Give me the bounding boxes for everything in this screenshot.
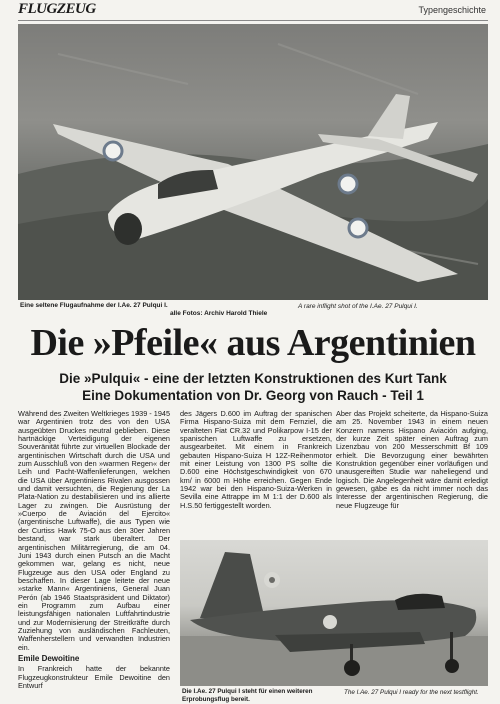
bottom-photo-caption-de: Die I.Ae. 27 Pulqui I steht für einen weiteren Erprobungsflug bereit.: [182, 688, 313, 703]
article-column-2: [180, 410, 332, 513]
top-photo-caption-de: Eine seltene Flugaufnahme der I.Ae. 27 Pulqui I.: [20, 302, 168, 309]
article-column-3: [336, 410, 488, 513]
subtitle-line-1: Die »Pulqui« - eine der letzten Konstruktionen des Kurt Tank: [59, 371, 447, 386]
article-subtitle: [18, 370, 488, 404]
article-headline: Die »Pfeile« aus Argentinien: [30, 322, 476, 364]
section-title: Typengeschichte: [418, 5, 486, 15]
inflight-photo-illustration: [18, 24, 488, 300]
column-3-paragraph-1: Aber das Projekt scheiterte, da Hispano-Suiza am 25. November 1943 in einem neuen Konzern namens Hispano Aviación aufging, der kurze Zeit später einen Auftrag zum Lizenzbau von 200 Messerschmitt Bf 109 erhielt. Die Bevorzugung einer bewährten Konstruktion gegenüber einer vorläufigen und unausgereiften Studie war naheliegend und logisch. Die Angelegenheit wäre damit erledigt gewesen, gäbe es da nicht immer noch das Interesse der argentinischen Regierung, die neue Flugzeuge für: [336, 409, 488, 510]
bottom-photo-caption-en: The I.Ae. 27 Pulqui I ready for the next testflight.: [344, 689, 479, 696]
subtitle-line-2: Eine Dokumentation von Dr. Georg von Rauch - Teil 1: [82, 388, 424, 403]
article-column-1: [18, 410, 170, 693]
column-1-paragraph-1: Während des Zweiten Weltkrieges 1939 - 1945 war Argentinien trotz des von den USA ausgeübten Druckes neutral geblieben. Diese hartnäckige Verteidigung der eigenen Souveränität führte zur virtuellen Blockade der argentinischen Wirtschaft durch die USA und zum Ausschluß von den »warmen Regen« der Leih und Pacht-Waffenlieferungen, welchen die USA über Argentiniens Rivalen ausgossen und damit versuchten, die Regierung der La Plata-Nation zu destabilisieren und ins allierte Lager zu zwingen. Die Ausrüstung der »Cuerpo de Aviación del Ejercito« (argentinische Luftwaffe), die aus Typen wie der Curtiss Hawk 75-O aus den 30er Jahren bestand, war stark überaltert. Der argentinischen Militärregierung, die am 04. Juni 1943 durch einen Putsch an die Macht gekommen war, gelang es nicht, neue Flugzeuge aus den USA oder England zu beschaffen. In dieser Lage leitete der neue »starke Mann« Argentiniens, General Juan Perón (ab 1946 Staatspräsident und Diktator) ein Programm zum Aufbau einer leistungsfähigen nationalen Luftfahrtindustrie und zur Modernisierung der Streitkräfte durch Zuziehung von ausländischen Fachleuten, Waffenherstellern und verwandten Industrien ein.: [18, 409, 170, 652]
magazine-logo: FLUGZEUG: [18, 1, 96, 17]
aircraft-inflight-photo: [18, 24, 488, 300]
column-1-paragraph-2: In Frankreich hatte der bekannte Flugzeugkonstrukteur Emile Dewoitine den Entwurf: [18, 664, 170, 690]
column-2-paragraph-1: des Jägers D.600 im Auftrag der spanischen Firma Hispano-Suiza mit dem Fernziel, die veralteten Fiat CR.32 und Polikarpow I-15 der spanischen Luftwaffe zu ersetzen, ausgearbeitet. Mit einem in Frankreich gebauten Hispano-Suiza H 12Z-Reihenmotor mit einer Leistung von 1300 PS sollte die D.600 eine Höchstgeschwindigkeit von 670 km/ in 6000 m Höhe erreichen. Gegen Ende 1942 war bei den Hispano-Suiza-Werken in Sevilla eine Attrappe im M 1:1 der D.600 als H.S.50 fertiggestellt worden.: [180, 409, 332, 510]
photo-credit: alle Fotos: Archiv Harold Thiele: [170, 310, 268, 317]
top-photo-caption-en: A rare inflight shot of the I.Ae. 27 Pulqui I.: [298, 303, 418, 310]
top-photo-caption: [20, 302, 280, 318]
section-heading: Emile Dewoitine: [18, 653, 80, 663]
page-header: [18, 2, 488, 21]
aircraft-ground-photo: [180, 540, 488, 686]
ground-photo-illustration: [180, 540, 488, 686]
